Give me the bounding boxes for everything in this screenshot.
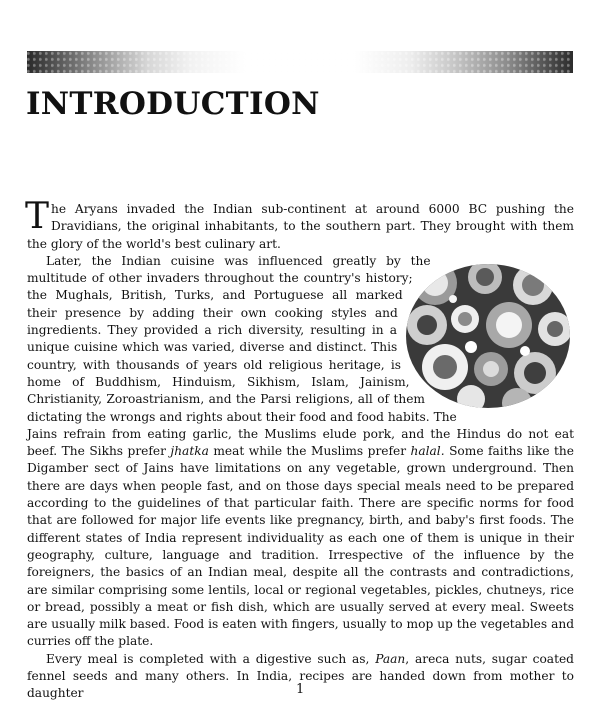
term-jhatka: jhatka (170, 444, 209, 459)
paragraph-2-text-a: Later, the Indian cuisine was influenced greatly by the multitude of other invaders throughout the country's history; the Mughals, British, Turks, and Portuguese all marked their presence by adding their own cooking styles and ingredients. They provided a rich diversity, resulting in a unique cuisine which was varied, diverse and distinct. This country, with thousands of years old religious heritage, is home of Buddhism, Hinduism, Sikhism, Islam, Jainism, Christianity, Zoroastrianism, and the Parsi religions, all of them dictating the wrongs and rights about their food and food habits. The Jains refrain from eating garlic, the Muslims elude pork, and the Hindus do not eat beef. The Sikhs prefer (27, 253, 574, 459)
drop-cap: T (25, 196, 50, 237)
page-number: 1 (296, 682, 305, 697)
term-paan: Paan (375, 651, 406, 666)
paragraph-1 (25, 196, 574, 253)
paragraph-2-text-c: Some faiths like the Digamber sect of Jains have limitations on any vegetable, grown underground. Then there are days when people fast, and on those days special meals need to be prepared according to the guidelines of that particular faith. There are specific norms for food that are followed for major life events like pregnancy, birth, and baby's first foods. The different states of India represent individuality as each one of them is unique in their geography, culture, language and tradition. Irrespective of the influence by the foreigners, the basics of an Indian meal, despite all the contrasts and contradictions, are similar comprising some lentils, local or regional vegetables, pickles, chutneys, rice or bread, possibly a meat or fish dish, which are usually served at every meal. Sweets are usually milk based. Food is eaten with fingers, usually to mop up the vegetables and curries off the plate. (27, 444, 574, 649)
page-title: INTRODUCTION (26, 86, 320, 122)
term-halal: halal. (410, 444, 445, 459)
paragraph-1-text: he Aryans invaded the Indian sub-continent at around 6000 BC pushing the Dravidians, the original inhabitants, to the southern part. They brought with them the glory of the world's best culinary art. (27, 202, 574, 251)
paragraph-2 (27, 253, 574, 651)
body-text (25, 196, 574, 703)
decorative-banner (27, 51, 573, 73)
paragraph-3-text-b: , areca nuts, sugar coated fennel seeds and many others. In India, recipes are handed down from mother to daughter (27, 651, 574, 701)
paragraph-2-text-b: meat while the Muslims prefer (208, 444, 411, 459)
paragraph-3-text-a: Every meal is completed with a digestive such as, (46, 651, 376, 666)
food-thali-photo (405, 263, 571, 409)
